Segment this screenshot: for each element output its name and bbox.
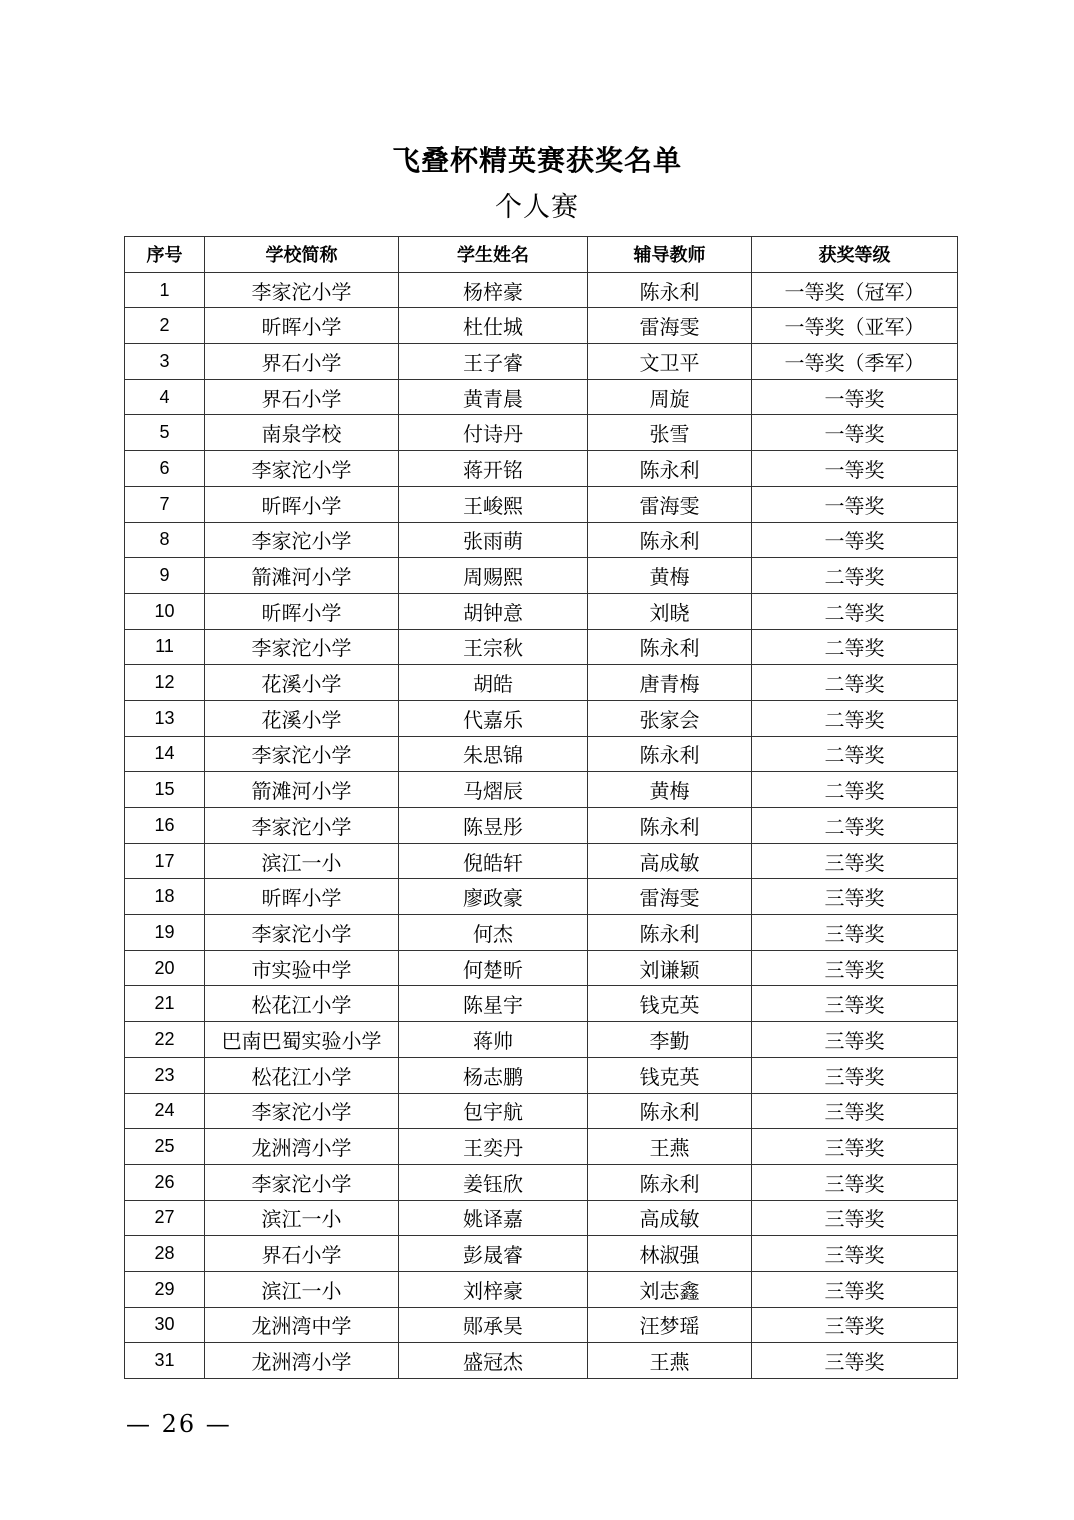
school-cell: 市实验中学 (205, 950, 399, 986)
award-level-cell: 三等奖 (752, 879, 958, 915)
school-cell: 滨江一小 (205, 1271, 399, 1307)
row-number-cell: 31 (125, 1343, 205, 1379)
row-number-cell: 5 (125, 415, 205, 451)
award-level-cell: 一等奖 (752, 379, 958, 415)
student-cell: 廖政豪 (399, 879, 588, 915)
award-level-cell: 一等奖 (752, 415, 958, 451)
student-cell: 蒋开铭 (399, 451, 588, 487)
award-level-cell: 二等奖 (752, 772, 958, 808)
school-cell: 滨江一小 (205, 843, 399, 879)
table-row (125, 736, 958, 772)
teacher-cell: 陈永利 (588, 522, 752, 558)
teacher-cell: 陈永利 (588, 272, 752, 308)
teacher-cell: 汪梦瑶 (588, 1307, 752, 1343)
award-level-cell: 二等奖 (752, 558, 958, 594)
award-level-cell: 二等奖 (752, 736, 958, 772)
award-level-cell: 二等奖 (752, 700, 958, 736)
teacher-cell: 雷海雯 (588, 879, 752, 915)
award-level-cell: 一等奖（亚军） (752, 308, 958, 344)
teacher-cell: 陈永利 (588, 451, 752, 487)
school-cell: 滨江一小 (205, 1200, 399, 1236)
table-row (125, 1271, 958, 1307)
student-cell: 盛冠杰 (399, 1343, 588, 1379)
teacher-cell: 陈永利 (588, 736, 752, 772)
row-number-cell: 16 (125, 808, 205, 844)
teacher-cell: 陈永利 (588, 629, 752, 665)
table-row (125, 344, 958, 380)
teacher-cell: 文卫平 (588, 344, 752, 380)
student-cell: 王子睿 (399, 344, 588, 380)
table-row (125, 451, 958, 487)
school-cell: 花溪小学 (205, 665, 399, 701)
student-cell: 杨志鹏 (399, 1057, 588, 1093)
table-row (125, 379, 958, 415)
award-level-cell: 一等奖（季军） (752, 344, 958, 380)
teacher-cell: 陈永利 (588, 915, 752, 951)
student-cell: 郧承昊 (399, 1307, 588, 1343)
row-number-cell: 4 (125, 379, 205, 415)
school-cell: 南泉学校 (205, 415, 399, 451)
table-row (125, 1057, 958, 1093)
award-level-cell: 三等奖 (752, 1200, 958, 1236)
school-cell: 昕晖小学 (205, 486, 399, 522)
award-level-cell: 一等奖（冠军） (752, 272, 958, 308)
table-row (125, 1093, 958, 1129)
school-cell: 箭滩河小学 (205, 772, 399, 808)
header-cell: 辅导教师 (588, 237, 752, 273)
award-level-cell: 三等奖 (752, 1307, 958, 1343)
teacher-cell: 张家会 (588, 700, 752, 736)
table-row (125, 1022, 958, 1058)
award-level-cell: 三等奖 (752, 1343, 958, 1379)
header-cell: 学生姓名 (399, 237, 588, 273)
row-number-cell: 20 (125, 950, 205, 986)
table-row (125, 522, 958, 558)
award-table-header (125, 237, 958, 273)
award-level-cell: 一等奖 (752, 522, 958, 558)
student-cell: 包宇航 (399, 1093, 588, 1129)
teacher-cell: 雷海雯 (588, 486, 752, 522)
table-row (125, 665, 958, 701)
table-row (125, 1200, 958, 1236)
award-table (124, 236, 958, 1379)
teacher-cell: 陈永利 (588, 808, 752, 844)
student-cell: 王峻熙 (399, 486, 588, 522)
award-level-cell: 三等奖 (752, 1093, 958, 1129)
teacher-cell: 王燕 (588, 1129, 752, 1165)
award-level-cell: 三等奖 (752, 915, 958, 951)
school-cell: 李家沱小学 (205, 736, 399, 772)
row-number-cell: 30 (125, 1307, 205, 1343)
teacher-cell: 林淑强 (588, 1236, 752, 1272)
row-number-cell: 6 (125, 451, 205, 487)
table-row (125, 1307, 958, 1343)
student-cell: 何楚昕 (399, 950, 588, 986)
row-number-cell: 17 (125, 843, 205, 879)
table-row (125, 558, 958, 594)
award-table-body (125, 272, 958, 1378)
row-number-cell: 14 (125, 736, 205, 772)
teacher-cell: 唐青梅 (588, 665, 752, 701)
teacher-cell: 刘志鑫 (588, 1271, 752, 1307)
document-subtitle: 个人赛 (495, 192, 579, 223)
table-row (125, 415, 958, 451)
school-cell: 昕晖小学 (205, 593, 399, 629)
table-row (125, 272, 958, 308)
school-cell: 李家沱小学 (205, 522, 399, 558)
page-number: — 26 — (126, 1410, 232, 1438)
table-row (125, 629, 958, 665)
table-row (125, 700, 958, 736)
table-row (125, 986, 958, 1022)
table-row (125, 1343, 958, 1379)
row-number-cell: 3 (125, 344, 205, 380)
row-number-cell: 13 (125, 700, 205, 736)
row-number-cell: 24 (125, 1093, 205, 1129)
table-row (125, 1236, 958, 1272)
school-cell: 松花江小学 (205, 986, 399, 1022)
row-number-cell: 27 (125, 1200, 205, 1236)
award-level-cell: 三等奖 (752, 950, 958, 986)
student-cell: 胡皓 (399, 665, 588, 701)
document-title: 飞叠杯精英赛获奖名单 (391, 144, 682, 177)
award-level-cell: 二等奖 (752, 593, 958, 629)
school-cell: 巴南巴蜀实验小学 (205, 1022, 399, 1058)
school-cell: 李家沱小学 (205, 1164, 399, 1200)
student-cell: 黄青晨 (399, 379, 588, 415)
teacher-cell: 张雪 (588, 415, 752, 451)
teacher-cell: 黄梅 (588, 558, 752, 594)
teacher-cell: 高成敏 (588, 843, 752, 879)
table-row (125, 486, 958, 522)
student-cell: 杨梓豪 (399, 272, 588, 308)
row-number-cell: 22 (125, 1022, 205, 1058)
teacher-cell: 陈永利 (588, 1093, 752, 1129)
award-level-cell: 一等奖 (752, 486, 958, 522)
table-row (125, 593, 958, 629)
table-row (125, 843, 958, 879)
student-cell: 朱思锦 (399, 736, 588, 772)
student-cell: 胡钟意 (399, 593, 588, 629)
row-number-cell: 21 (125, 986, 205, 1022)
school-cell: 龙洲湾小学 (205, 1129, 399, 1165)
table-row (125, 950, 958, 986)
row-number-cell: 2 (125, 308, 205, 344)
row-number-cell: 11 (125, 629, 205, 665)
teacher-cell: 王燕 (588, 1343, 752, 1379)
award-level-cell: 三等奖 (752, 986, 958, 1022)
row-number-cell: 29 (125, 1271, 205, 1307)
row-number-cell: 12 (125, 665, 205, 701)
header-cell: 学校简称 (205, 237, 399, 273)
award-level-cell: 二等奖 (752, 808, 958, 844)
school-cell: 界石小学 (205, 379, 399, 415)
table-row (125, 808, 958, 844)
table-row (125, 772, 958, 808)
student-cell: 倪皓轩 (399, 843, 588, 879)
award-level-cell: 三等奖 (752, 1022, 958, 1058)
row-number-cell: 28 (125, 1236, 205, 1272)
award-level-cell: 三等奖 (752, 1236, 958, 1272)
student-cell: 蒋帅 (399, 1022, 588, 1058)
teacher-cell: 李勤 (588, 1022, 752, 1058)
row-number-cell: 15 (125, 772, 205, 808)
school-cell: 龙洲湾中学 (205, 1307, 399, 1343)
school-cell: 箭滩河小学 (205, 558, 399, 594)
award-level-cell: 二等奖 (752, 629, 958, 665)
school-cell: 昕晖小学 (205, 308, 399, 344)
teacher-cell: 钱克英 (588, 1057, 752, 1093)
row-number-cell: 7 (125, 486, 205, 522)
student-cell: 代嘉乐 (399, 700, 588, 736)
student-cell: 姜钰欣 (399, 1164, 588, 1200)
student-cell: 付诗丹 (399, 415, 588, 451)
student-cell: 何杰 (399, 915, 588, 951)
table-row (125, 1164, 958, 1200)
student-cell: 王奕丹 (399, 1129, 588, 1165)
row-number-cell: 18 (125, 879, 205, 915)
award-level-cell: 三等奖 (752, 1129, 958, 1165)
student-cell: 彭晟睿 (399, 1236, 588, 1272)
teacher-cell: 雷海雯 (588, 308, 752, 344)
student-cell: 陈星宇 (399, 986, 588, 1022)
school-cell: 李家沱小学 (205, 451, 399, 487)
table-row (125, 1129, 958, 1165)
teacher-cell: 刘晓 (588, 593, 752, 629)
student-cell: 马熠辰 (399, 772, 588, 808)
school-cell: 龙洲湾小学 (205, 1343, 399, 1379)
table-row (125, 879, 958, 915)
row-number-cell: 8 (125, 522, 205, 558)
header-cell: 获奖等级 (752, 237, 958, 273)
teacher-cell: 高成敏 (588, 1200, 752, 1236)
school-cell: 李家沱小学 (205, 629, 399, 665)
student-cell: 刘梓豪 (399, 1271, 588, 1307)
table-row (125, 915, 958, 951)
student-cell: 陈昱彤 (399, 808, 588, 844)
row-number-cell: 19 (125, 915, 205, 951)
school-cell: 花溪小学 (205, 700, 399, 736)
award-level-cell: 三等奖 (752, 1271, 958, 1307)
table-row (125, 308, 958, 344)
award-level-cell: 二等奖 (752, 665, 958, 701)
school-cell: 李家沱小学 (205, 272, 399, 308)
school-cell: 李家沱小学 (205, 1093, 399, 1129)
teacher-cell: 陈永利 (588, 1164, 752, 1200)
row-number-cell: 10 (125, 593, 205, 629)
teacher-cell: 钱克英 (588, 986, 752, 1022)
row-number-cell: 26 (125, 1164, 205, 1200)
award-level-cell: 三等奖 (752, 1057, 958, 1093)
award-level-cell: 一等奖 (752, 451, 958, 487)
school-cell: 李家沱小学 (205, 915, 399, 951)
teacher-cell: 黄梅 (588, 772, 752, 808)
header-row (125, 237, 958, 273)
school-cell: 界石小学 (205, 1236, 399, 1272)
teacher-cell: 刘谦颖 (588, 950, 752, 986)
student-cell: 杜仕城 (399, 308, 588, 344)
award-level-cell: 三等奖 (752, 843, 958, 879)
student-cell: 周赐熙 (399, 558, 588, 594)
row-number-cell: 9 (125, 558, 205, 594)
school-cell: 李家沱小学 (205, 808, 399, 844)
header-cell: 序号 (125, 237, 205, 273)
row-number-cell: 25 (125, 1129, 205, 1165)
student-cell: 张雨萌 (399, 522, 588, 558)
award-level-cell: 三等奖 (752, 1164, 958, 1200)
row-number-cell: 23 (125, 1057, 205, 1093)
school-cell: 昕晖小学 (205, 879, 399, 915)
teacher-cell: 周旋 (588, 379, 752, 415)
student-cell: 王宗秋 (399, 629, 588, 665)
row-number-cell: 1 (125, 272, 205, 308)
student-cell: 姚译嘉 (399, 1200, 588, 1236)
school-cell: 松花江小学 (205, 1057, 399, 1093)
school-cell: 界石小学 (205, 344, 399, 380)
